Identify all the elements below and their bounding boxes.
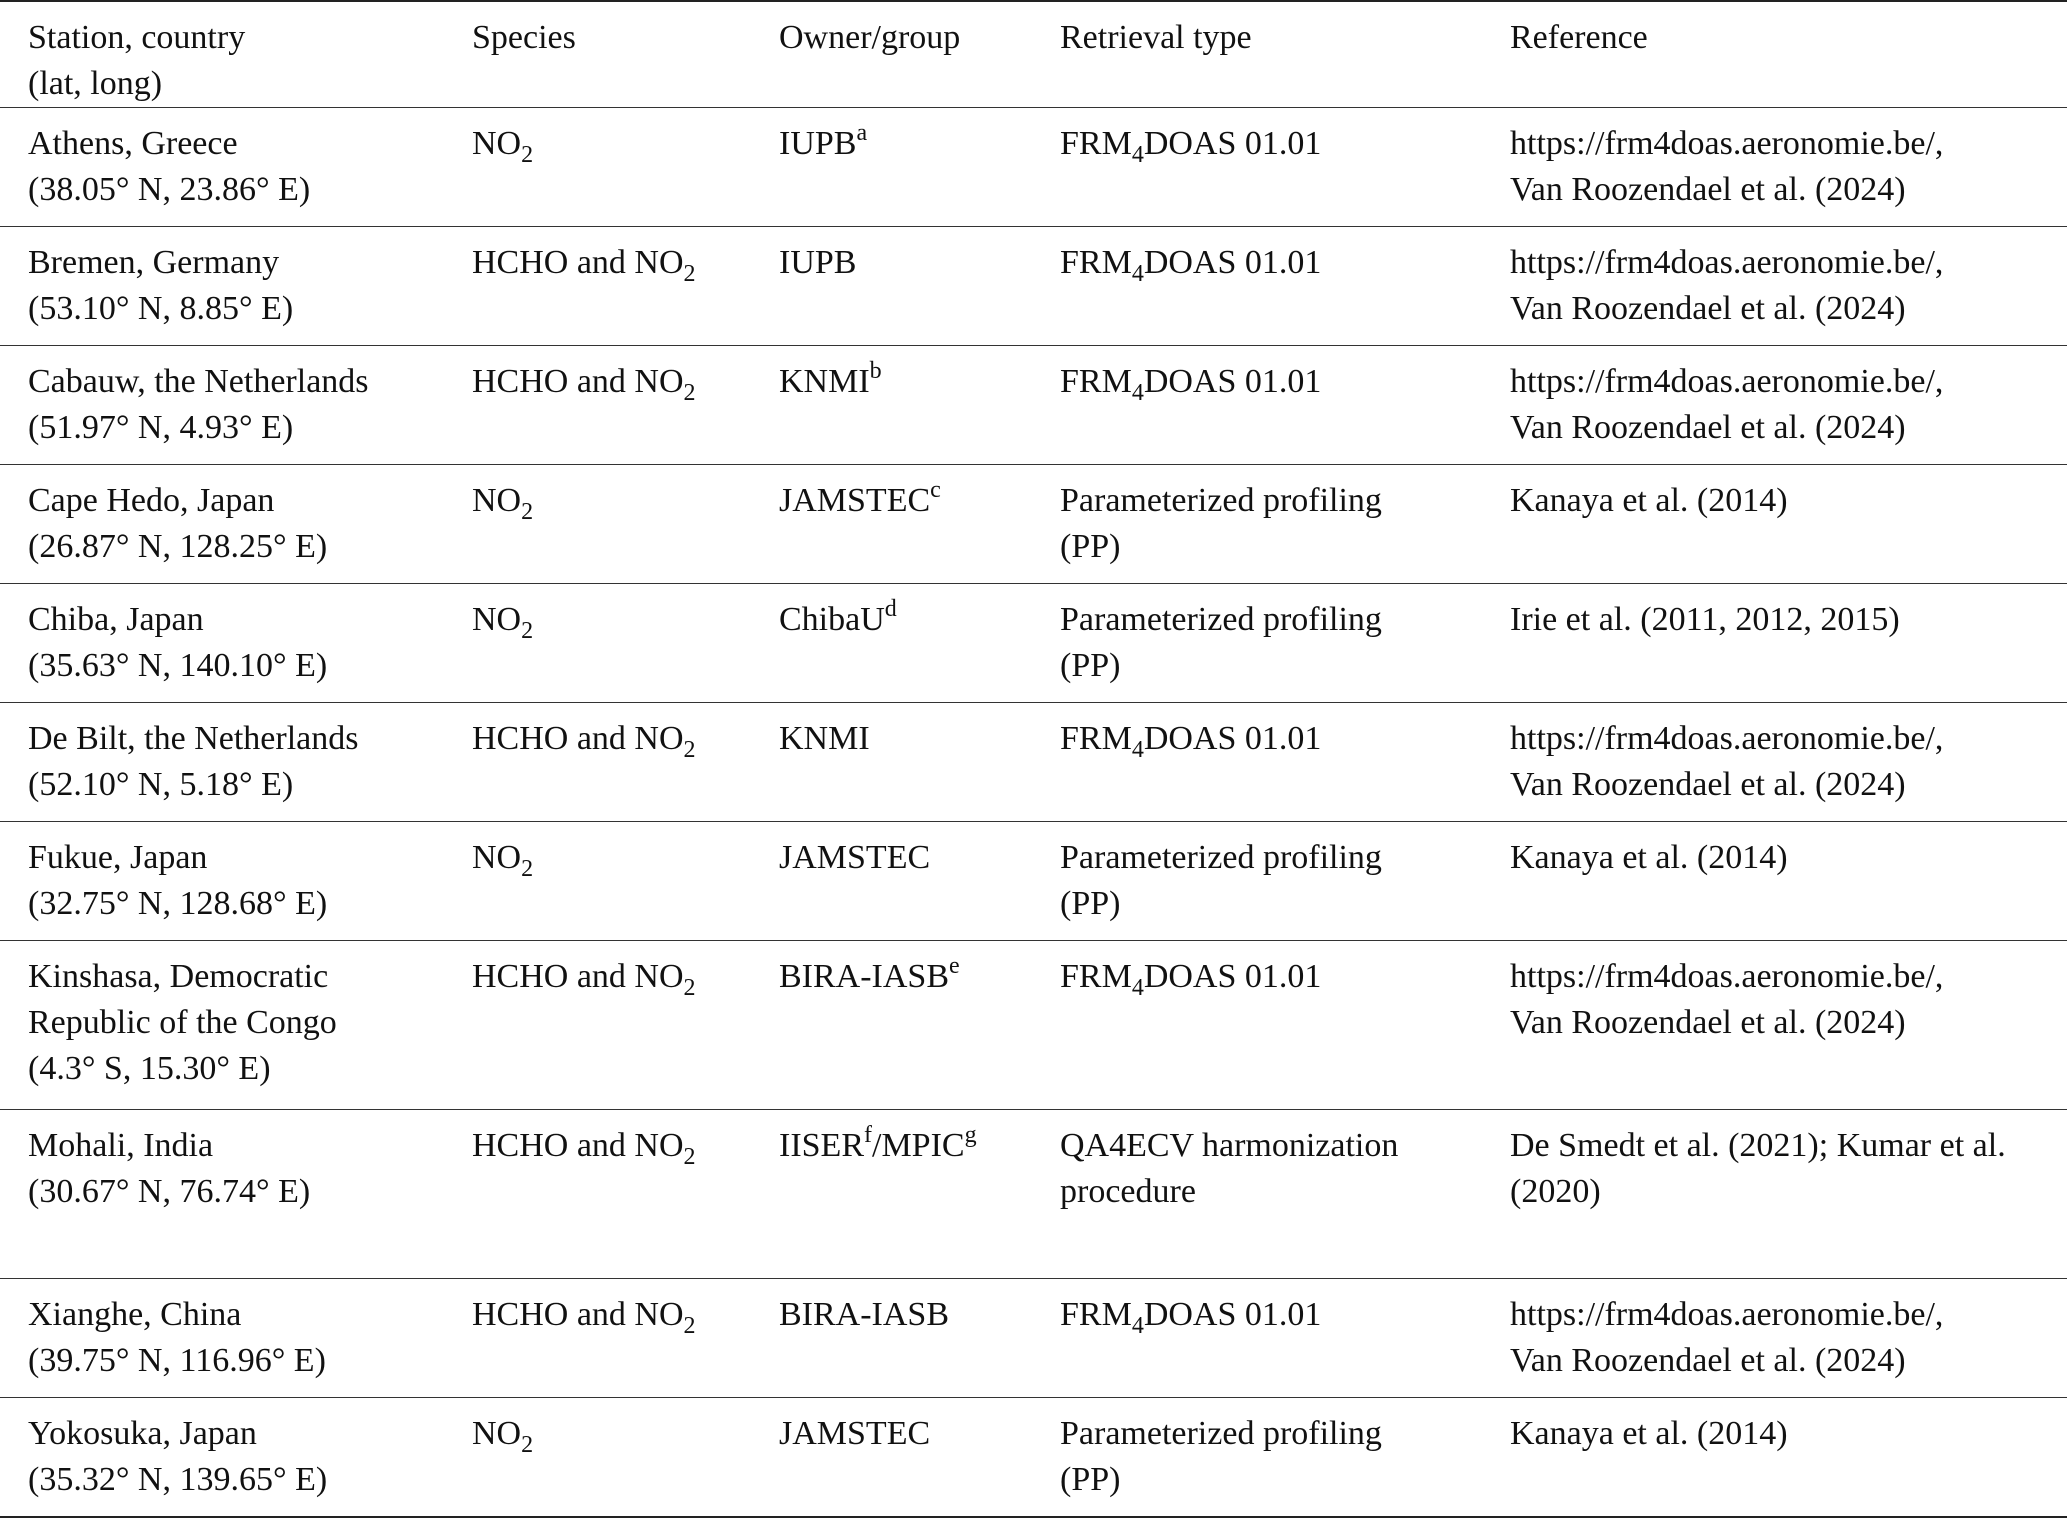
header-retrieval: Retrieval type: [1060, 19, 1252, 56]
header-reference: Reference: [1510, 19, 1648, 56]
station-cell: [0, 703, 462, 822]
owner-cell: BIRA-IASB$^e$: [779, 953, 960, 995]
species-cell: HCHO and $NO_2$: [472, 720, 696, 763]
species-cell: $NO_2$: [472, 125, 534, 168]
station-name: Chiba, Japan: [28, 601, 204, 638]
station-name: De Bilt, the Netherlands: [28, 720, 359, 757]
retrieval-cell: Parameterized profiling (PP): [1060, 482, 1382, 565]
station-coords: (53.10° N, 8.85° E): [28, 290, 294, 327]
station-cell: [0, 1110, 462, 1279]
retrieval-cell: $FRM_4DOAS$ 01.01: [1060, 363, 1322, 406]
table-row: [0, 584, 2067, 703]
species-cell: $NO_2$: [472, 482, 534, 525]
reference-cell: https://frm4doas.aeronomie.be/, Van Roozendael et al. (2024): [1510, 363, 1944, 446]
header-station: Station, country (lat, long): [28, 19, 246, 102]
station-name: Kinshasa, Democratic: [28, 958, 329, 995]
station-coords: (51.97° N, 4.93° E): [28, 409, 294, 446]
station-coords: (52.10° N, 5.18° E): [28, 766, 294, 803]
station-name: Bremen, Germany: [28, 244, 280, 281]
species-cell: HCHO and $NO_2$: [472, 958, 696, 1001]
header-row: [0, 1, 2067, 108]
species-cell: $NO_2$: [472, 1415, 534, 1458]
owner-cell: KNMI$^b$: [779, 358, 882, 400]
station-name: Mohali, India: [28, 1127, 214, 1164]
owner-cell: JAMSTEC$^c$: [779, 477, 941, 519]
retrieval-cell: Parameterized profiling (PP): [1060, 601, 1382, 684]
station-cell: [0, 941, 462, 1110]
table-row: [0, 1398, 2067, 1517]
station-cell: [0, 108, 462, 227]
reference-cell: Kanaya et al. (2014): [1510, 1415, 1788, 1452]
retrieval-cell: $FRM_4DOAS$ 01.01: [1060, 125, 1322, 168]
station-cell: [0, 822, 462, 941]
reference-cell: Kanaya et al. (2014): [1510, 839, 1788, 876]
station-cell: [0, 465, 462, 584]
table-row: [0, 1110, 2067, 1279]
owner-cell: JAMSTEC: [779, 1415, 931, 1452]
table-row: [0, 227, 2067, 346]
species-cell: HCHO and $NO_2$: [472, 244, 696, 287]
owner-cell: KNMI: [779, 720, 870, 757]
retrieval-cell: $FRM_4DOAS$ 01.01: [1060, 958, 1322, 1001]
station-coords: (35.32° N, 139.65° E): [28, 1461, 328, 1498]
station-coords: (32.75° N, 128.68° E): [28, 885, 328, 922]
station-coords: (35.63° N, 140.10° E): [28, 647, 328, 684]
owner-cell: IUPB: [779, 244, 857, 281]
table-row: [0, 346, 2067, 465]
station-cell: [0, 1279, 462, 1398]
retrieval-cell: $FRM_4DOAS$ 01.01: [1060, 244, 1322, 287]
reference-cell: https://frm4doas.aeronomie.be/, Van Roozendael et al. (2024): [1510, 720, 1944, 803]
species-cell: $NO_2$: [472, 601, 534, 644]
species-cell: HCHO and $NO_2$: [472, 363, 696, 406]
species-cell: $NO_2$: [472, 839, 534, 882]
station-coords: (26.87° N, 128.25° E): [28, 528, 328, 565]
table-row: [0, 941, 2067, 1110]
owner-cell: ChibaU$^d$: [779, 596, 897, 638]
station-cell: [0, 584, 462, 703]
station-cell: [0, 1398, 462, 1517]
station-coords: (38.05° N, 23.86° E): [28, 171, 311, 208]
station-name: Cape Hedo, Japan: [28, 482, 275, 519]
reference-cell: De Smedt et al. (2021); Kumar et al. (2020): [1510, 1127, 2006, 1210]
table-row: [0, 108, 2067, 227]
table-row: [0, 703, 2067, 822]
station-name: Yokosuka, Japan: [28, 1415, 257, 1452]
reference-cell: https://frm4doas.aeronomie.be/, Van Roozendael et al. (2024): [1510, 1296, 1944, 1379]
station-name: Xianghe, China: [28, 1296, 242, 1333]
station-cell: [0, 227, 462, 346]
retrieval-cell: Parameterized profiling (PP): [1060, 839, 1382, 922]
table-row: [0, 465, 2067, 584]
station-name: Fukue, Japan: [28, 839, 208, 876]
table-row: [0, 1279, 2067, 1398]
station-name: Cabauw, the Netherlands: [28, 363, 369, 400]
retrieval-cell: Parameterized profiling (PP): [1060, 1415, 1382, 1498]
owner-cell: IUPB$^a$: [779, 120, 868, 162]
reference-cell: https://frm4doas.aeronomie.be/, Van Roozendael et al. (2024): [1510, 244, 1944, 327]
retrieval-cell: $FRM_4DOAS$ 01.01: [1060, 1296, 1322, 1339]
station-coords: (30.67° N, 76.74° E): [28, 1173, 311, 1210]
reference-cell: https://frm4doas.aeronomie.be/, Van Roozendael et al. (2024): [1510, 125, 1944, 208]
reference-cell: Irie et al. (2011, 2012, 2015): [1510, 601, 1900, 638]
species-cell: HCHO and $NO_2$: [472, 1296, 696, 1339]
header-species: Species: [472, 19, 576, 56]
station-name-cont: Republic of the Congo: [28, 1004, 337, 1041]
species-cell: HCHO and $NO_2$: [472, 1127, 696, 1170]
retrieval-cell: $FRM_4DOAS$ 01.01: [1060, 720, 1322, 763]
retrieval-cell: QA4ECV harmonization procedure: [1060, 1127, 1399, 1210]
station-cell: [0, 346, 462, 465]
owner-cell: IISER$^f$/MPIC$^g$: [779, 1122, 977, 1164]
reference-cell: Kanaya et al. (2014): [1510, 482, 1788, 519]
station-coords: (4.3° S, 15.30° E): [28, 1050, 271, 1087]
reference-cell: https://frm4doas.aeronomie.be/, Van Roozendael et al. (2024): [1510, 958, 1944, 1041]
owner-cell: BIRA-IASB: [779, 1296, 950, 1333]
station-name: Athens, Greece: [28, 125, 238, 162]
header-owner: Owner/group: [779, 19, 961, 56]
owner-cell: JAMSTEC: [779, 839, 931, 876]
station-coords: (39.75° N, 116.96° E): [28, 1342, 326, 1379]
table-row: [0, 822, 2067, 941]
